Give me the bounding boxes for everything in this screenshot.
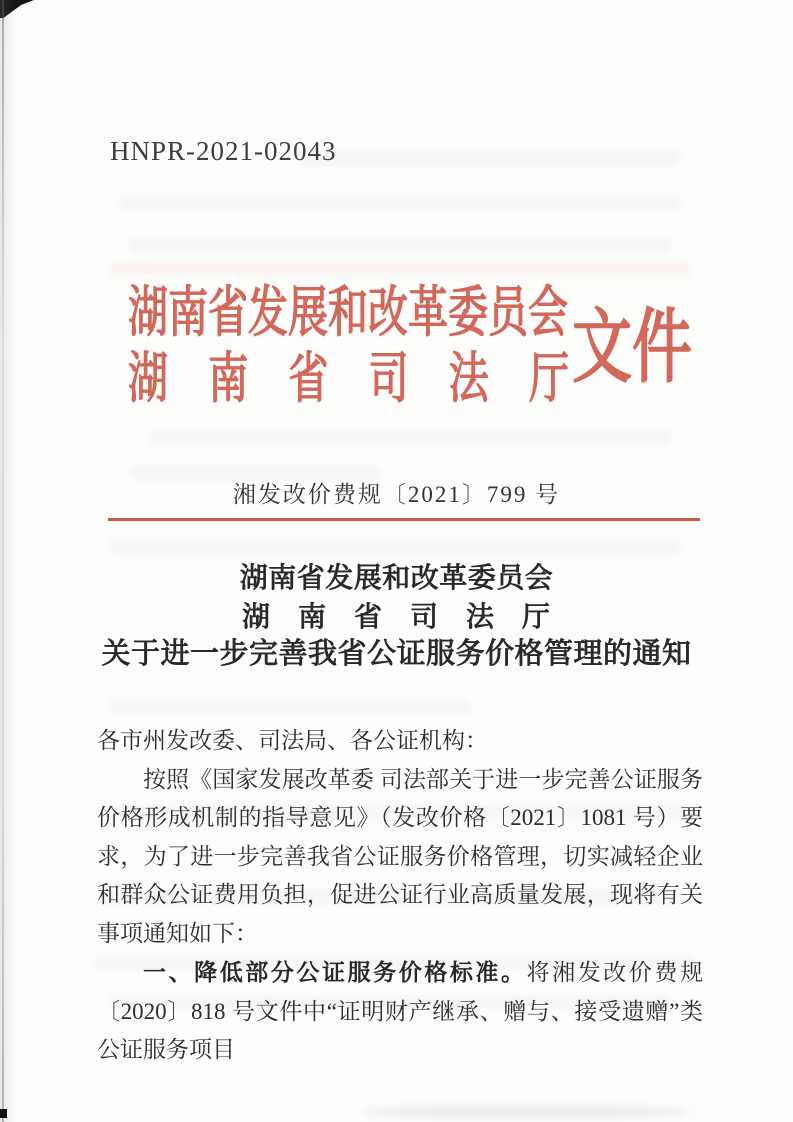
body-paragraph-1: 按照《国家发展改革委 司法部关于进一步完善公证服务价格形成机制的指导意见》（发改价格〔2021〕1081 号）要求，为了进一步完善我省公证服务价格管理，切实减轻企业和群众公证费用负担，促进公证行业高质量发展，现将有关事项通知如下： bbox=[97, 766, 703, 946]
scan-bottom-smudge bbox=[360, 1106, 690, 1118]
scan-bottom-left-mark bbox=[0, 1109, 7, 1118]
bleedthrough-artifact bbox=[300, 150, 680, 166]
item-1-heading: 一、降低部分公证服务价格标准。 bbox=[143, 959, 527, 985]
bleedthrough-artifact bbox=[130, 238, 670, 253]
salutation-line: 各市州发改委、司法局、各公证机构： bbox=[97, 728, 488, 753]
agency-header-line1: 湖南省发展和改革委员会 bbox=[128, 281, 568, 344]
agency-header-line2: 湖 南 省 司 法 厅 bbox=[128, 347, 569, 410]
bleedthrough-artifact bbox=[110, 700, 470, 714]
body-paragraph-2 bbox=[97, 953, 703, 1070]
document-code: HNPR-2021-02043 bbox=[110, 136, 337, 166]
letterhead-suffix: 文件 bbox=[572, 303, 692, 393]
item-1-text: 将湘发改价费规〔2020〕818 号文件中“证明财产继承、赠与、接受遗赠”类公证服务项目 bbox=[97, 960, 704, 1062]
document-body bbox=[97, 722, 703, 1070]
bleedthrough-artifact bbox=[110, 540, 680, 555]
document-title-line2: 湖 南 省 司 法 厅 bbox=[242, 602, 550, 633]
bleedthrough-artifact bbox=[120, 195, 680, 210]
document-title-line1: 湖南省发展和改革委员会 bbox=[239, 563, 554, 594]
red-divider-rule bbox=[108, 518, 700, 521]
document-number: 湘发改价费规〔2021〕799 号 bbox=[232, 482, 561, 507]
bleedthrough-artifact bbox=[110, 262, 690, 276]
bleedthrough-artifact bbox=[150, 430, 670, 445]
document-title-line3: 关于进一步完善我省公证服务价格管理的通知 bbox=[101, 638, 692, 670]
